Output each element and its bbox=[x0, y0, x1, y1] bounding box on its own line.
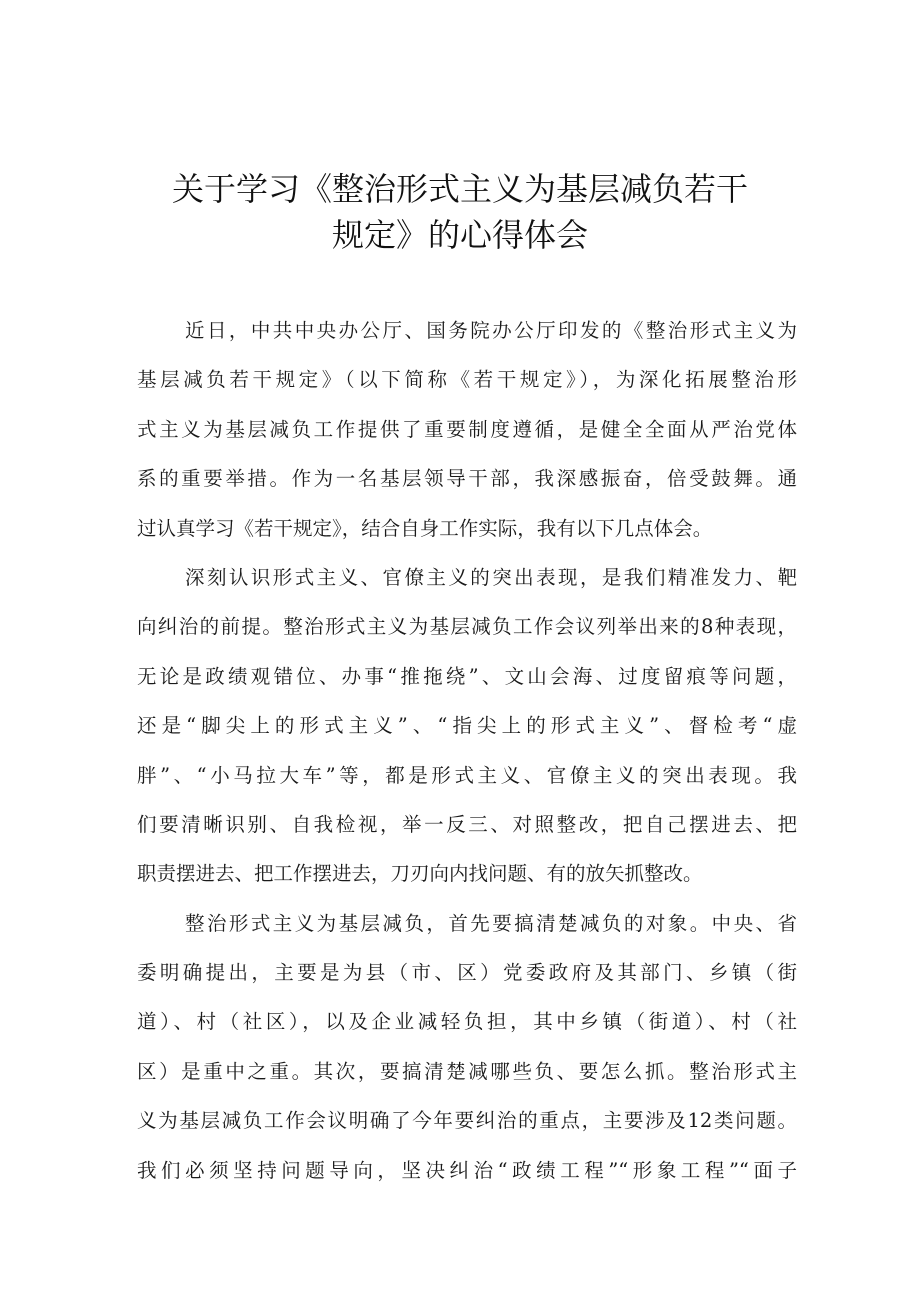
paragraph-line: 道）、村（社区），以及企业减轻负担，其中乡镇（街道）、村（社 bbox=[137, 1010, 797, 1034]
title-line: 规定》的心得体会 bbox=[331, 216, 588, 254]
paragraph-line: 们要清晰识别、自我检视，举一反三、对照整改，把自己摆进去、把 bbox=[137, 812, 797, 836]
paragraph-line: 我们必须坚持问题导向，坚决纠治“政绩工程”“形象工程”“面子 bbox=[137, 1158, 797, 1182]
paragraph-line: 区）是重中之重。其次，要搞清楚减哪些负、要怎么抓。整治形式主 bbox=[137, 1059, 797, 1083]
paragraph bbox=[137, 306, 797, 553]
paragraph bbox=[137, 553, 797, 899]
document-title bbox=[100, 166, 820, 258]
paragraph-line: 过认真学习《若干规定》，结合自身工作实际，我有以下几点体会。 bbox=[137, 516, 713, 540]
paragraph-line: 系的重要举措。作为一名基层领导干部，我深感振奋，倍受鼓舞。通 bbox=[137, 467, 797, 491]
paragraph bbox=[137, 899, 797, 1195]
title-line: 关于学习《整治形式主义为基层减负若干 bbox=[171, 170, 748, 208]
paragraph-line: 无论是政绩观错位、办事“推拖绕”、文山会海、过度留痕等问题， bbox=[137, 664, 797, 688]
paragraph-line: 还是“脚尖上的形式主义”、“指尖上的形式主义”、督检考“虚 bbox=[137, 714, 797, 738]
paragraph-line: 深刻认识形式主义、官僚主义的突出表现，是我们精准发力、靶 bbox=[185, 565, 797, 589]
document-body bbox=[137, 306, 797, 1195]
paragraph-line: 近日，中共中央办公厅、国务院办公厅印发的《整治形式主义为 bbox=[185, 319, 797, 342]
paragraph-line: 职责摆进去、把工作摆进去，刀刃向内找问题、有的放矢抓整改。 bbox=[137, 862, 703, 886]
paragraph-line: 委明确提出，主要是为县（市、区）党委政府及其部门、乡镇（街 bbox=[137, 961, 797, 985]
paragraph-line: 胖”、“小马拉大车”等，都是形式主义、官僚主义的突出表现。我 bbox=[137, 763, 797, 787]
paragraph-line: 整治形式主义为基层减负，首先要搞清楚减负的对象。中央、省 bbox=[185, 911, 797, 935]
paragraph-line: 基层减负若干规定》（以下简称《若干规定》），为深化拓展整治形 bbox=[137, 368, 797, 392]
paragraph-line: 向纠治的前提。整治形式主义为基层减负工作会议列举出来的8种表现， bbox=[137, 615, 797, 639]
paragraph-line: 义为基层减负工作会议明确了今年要纠治的重点，主要涉及12类问题。 bbox=[137, 1109, 797, 1133]
paragraph-line: 式主义为基层减负工作提供了重要制度遵循，是健全全面从严治党体 bbox=[137, 417, 797, 441]
